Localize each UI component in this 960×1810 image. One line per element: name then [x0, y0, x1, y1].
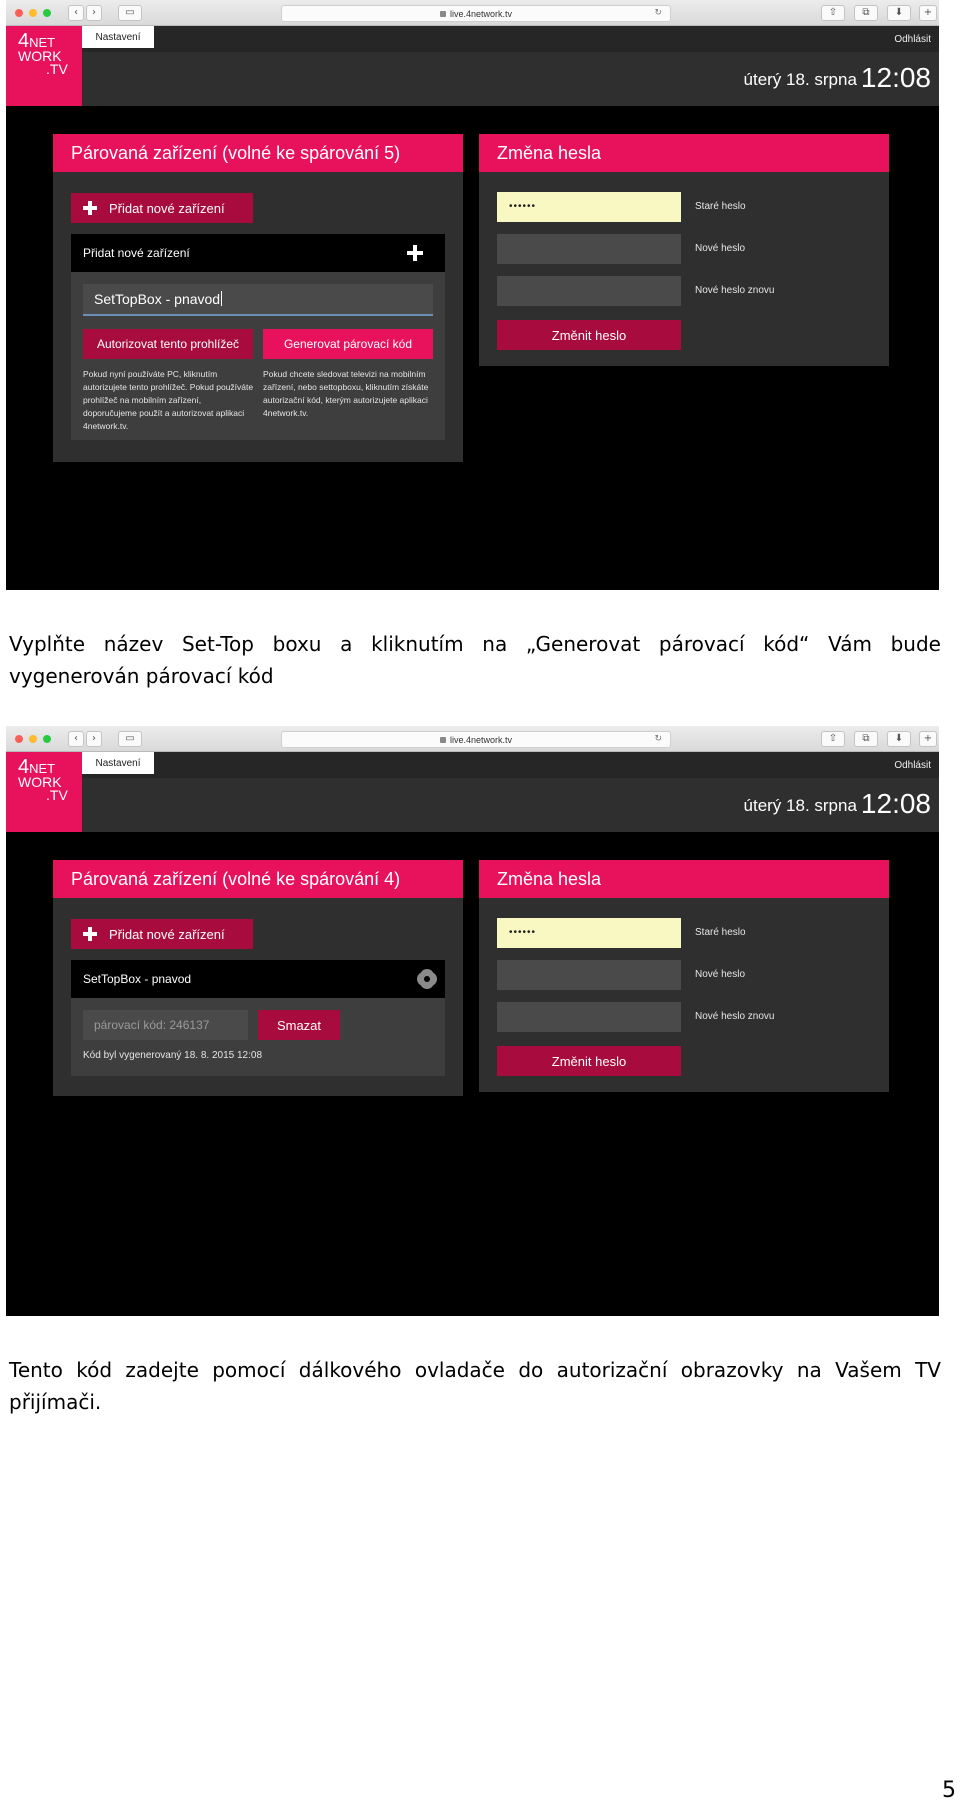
new-tab-icon[interactable]: + — [919, 731, 937, 747]
paired-device-header — [71, 960, 445, 998]
plus-icon — [83, 927, 97, 941]
date-time-display — [744, 62, 931, 94]
date-time-display — [744, 788, 931, 820]
logo-text-tv: .TV — [46, 787, 68, 803]
logout-link[interactable]: Odhlásit — [894, 760, 931, 771]
sidebar-icon[interactable]: ▭ — [118, 5, 142, 21]
paired-devices-panel — [53, 134, 463, 462]
old-password-label: Staré heslo — [695, 927, 746, 938]
reload-icon[interactable]: ↻ — [654, 734, 662, 744]
add-device-label: Přidat nové zařízení — [109, 200, 225, 216]
device-name-input[interactable] — [83, 284, 433, 316]
change-password-panel — [479, 134, 889, 366]
paired-devices-title: Párovaná zařízení (volné ke spárování 4) — [53, 860, 463, 898]
address-bar-url: live.4network.tv — [449, 8, 513, 19]
add-device-label: Přidat nové zařízení — [109, 926, 225, 942]
new-device-header — [71, 234, 445, 272]
tab-settings[interactable]: Nastavení — [82, 26, 154, 48]
lock-icon — [440, 11, 446, 17]
current-time: 12:08 — [860, 788, 931, 819]
code-generated-note: Kód byl vygenerovaný 18. 8. 2015 12:08 — [83, 1050, 263, 1061]
page-number: 5 — [942, 1778, 956, 1803]
address-bar[interactable] — [281, 5, 671, 22]
sidebar-icon[interactable]: ▭ — [118, 731, 142, 747]
plus-icon — [83, 201, 97, 215]
logout-link[interactable]: Odhlásit — [894, 34, 931, 45]
gear-icon[interactable] — [419, 971, 435, 987]
logo-text-tv: .TV — [46, 61, 68, 77]
new-device-form — [71, 272, 445, 440]
4network-logo[interactable] — [6, 752, 82, 832]
back-arrow-icon[interactable]: ‹ — [68, 5, 84, 21]
download-icon[interactable]: ⬇ — [887, 5, 911, 21]
generate-help-text: Pokud chcete sledovat televizi na mobilním zařízení, nebo settopboxu, kliknutím získáte autorizační kód, kterým autorizujete aplikaci 4network.tv. — [263, 369, 429, 418]
logo-text-net: NET — [29, 35, 56, 50]
address-bar[interactable] — [281, 731, 671, 748]
minimize-window-button[interactable] — [29, 9, 37, 17]
current-date: úterý 18. srpna — [743, 796, 857, 815]
change-password-title: Změna hesla — [479, 860, 889, 898]
logo-text-net: NET — [29, 761, 56, 776]
change-password-panel — [479, 860, 889, 1092]
share-icon[interactable]: ⇧ — [821, 731, 845, 747]
confirm-password-label: Nové heslo znovu — [695, 285, 775, 296]
paired-device-name: SetTopBox - pnavod — [83, 972, 192, 986]
paired-device-details — [71, 998, 445, 1076]
text-caret — [221, 291, 222, 306]
new-password-input[interactable] — [497, 234, 681, 264]
change-password-button[interactable]: Změnit heslo — [497, 320, 681, 350]
zoom-window-button[interactable] — [43, 735, 51, 743]
tabs-icon[interactable]: ⧉ — [854, 5, 878, 21]
authorize-help-text: Pokud nyní používáte PC, kliknutím autorizujete tento prohlížeč. Pokud používáte prohlížeč na mobilním zařízení, doporučujeme použít a autorizovat aplikaci 4network.tv. — [83, 369, 254, 431]
delete-device-button[interactable]: Smazat — [258, 1010, 340, 1040]
close-window-button[interactable] — [15, 735, 23, 743]
pairing-code-field: párovací kód: 246137 — [83, 1010, 248, 1040]
old-password-input[interactable]: •••••• — [497, 918, 681, 948]
paired-devices-title: Párovaná zařízení (volné ke spárování 5) — [53, 134, 463, 172]
paired-devices-panel — [53, 860, 463, 1096]
screenshot-step-2 — [6, 726, 939, 1316]
current-date: úterý 18. srpna — [743, 70, 857, 89]
new-password-label: Nové heslo — [695, 969, 746, 980]
screenshot-step-1 — [6, 0, 939, 590]
logo-text-work: WORK — [18, 48, 62, 64]
browser-toolbar — [6, 0, 939, 26]
new-device-label: Přidat nové zařízení — [83, 246, 190, 260]
authorize-browser-button[interactable]: Autorizovat tento prohlížeč — [83, 329, 253, 359]
old-password-input[interactable]: •••••• — [497, 192, 681, 222]
change-password-button[interactable]: Změnit heslo — [497, 1046, 681, 1076]
zoom-window-button[interactable] — [43, 9, 51, 17]
confirm-password-label: Nové heslo znovu — [695, 1011, 775, 1022]
logo-text-work: WORK — [18, 774, 62, 790]
generate-pairing-code-button[interactable]: Generovat párovací kód — [263, 329, 433, 359]
add-device-button[interactable] — [71, 193, 253, 223]
logo-number: 4 — [18, 30, 30, 52]
confirm-password-input[interactable] — [497, 276, 681, 306]
current-time: 12:08 — [860, 62, 931, 93]
expand-plus-icon[interactable] — [407, 245, 423, 261]
old-password-label: Staré heslo — [695, 201, 746, 212]
tabs-icon[interactable]: ⧉ — [854, 731, 878, 747]
new-tab-icon[interactable]: + — [919, 5, 937, 21]
browser-toolbar — [6, 726, 939, 752]
4network-logo[interactable] — [6, 26, 82, 106]
new-password-label: Nové heslo — [695, 243, 746, 254]
forward-arrow-icon[interactable]: › — [86, 5, 102, 21]
change-password-title: Změna hesla — [479, 134, 889, 172]
minimize-window-button[interactable] — [29, 735, 37, 743]
forward-arrow-icon[interactable]: › — [86, 731, 102, 747]
device-name-value: SetTopBox - pnavod — [94, 291, 221, 307]
share-icon[interactable]: ⇧ — [821, 5, 845, 21]
back-arrow-icon[interactable]: ‹ — [68, 731, 84, 747]
address-bar-url: live.4network.tv — [449, 734, 513, 745]
lock-icon — [440, 737, 446, 743]
instruction-caption-1: Vyplňte název Set-Top boxu a kliknutím na „Generovat párovací kód“ Vám bude vygenerován párovací kód — [9, 632, 941, 688]
instruction-caption-2: Tento kód zadejte pomocí dálkového ovladače do autorizační obrazovky na Vašem TV přijímači. — [9, 1358, 941, 1414]
tab-settings[interactable]: Nastavení — [82, 752, 154, 774]
logo-number: 4 — [18, 756, 30, 778]
reload-icon[interactable]: ↻ — [654, 8, 662, 18]
close-window-button[interactable] — [15, 9, 23, 17]
new-password-input[interactable] — [497, 960, 681, 990]
add-device-button[interactable] — [71, 919, 253, 949]
download-icon[interactable]: ⬇ — [887, 731, 911, 747]
confirm-password-input[interactable] — [497, 1002, 681, 1032]
